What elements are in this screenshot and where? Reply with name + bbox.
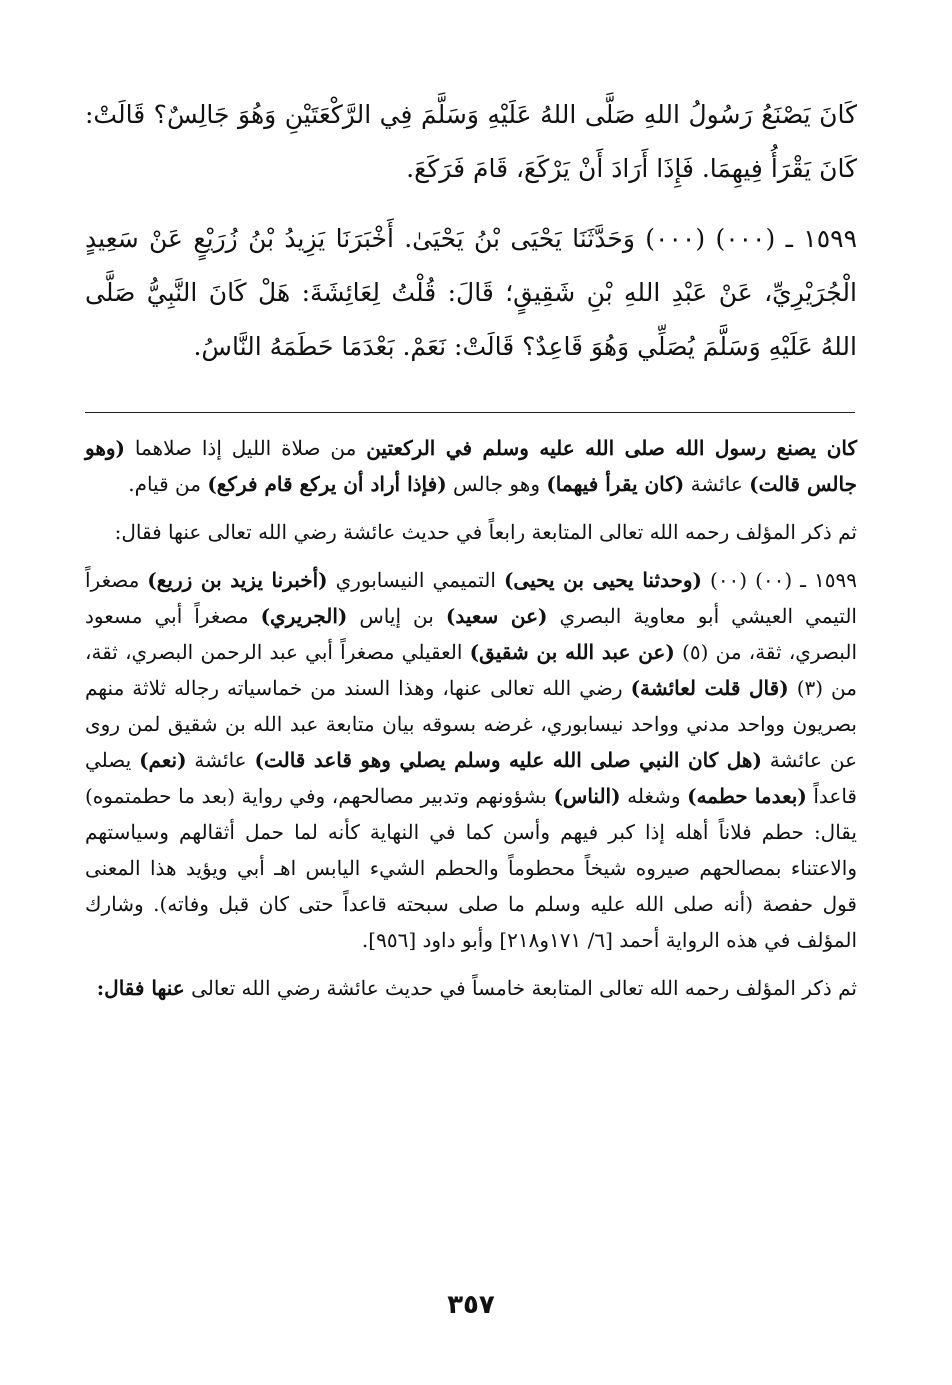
commentary-text: وشغله [620,784,688,808]
commentary-text: من صلاة الليل إذا صلاهما [125,436,367,460]
hadith-paragraph-1599: ١٥٩٩ ـ (٠٠٠) (٠٠٠) وَحَدَّثَنَا يَحْيَى بْنُ يَحْيَىٰ. أَخْبَرَنَا يَزِيدُ بْنُ زُرَيْعٍ عَنْ سَعِيدٍ الْجُرَيْرِيِّ، عَنْ عَبْدِ اللهِ بْنِ شَقِيقٍ؛ قَالَ: قُلْتُ لِعَائِشَةَ: هَلْ كَانَ النَّبِيُّ صَلَّى اللهُ عَلَيْهِ وَسَلَّمَ يُصَلِّي وَهُوَ قَاعِدٌ؟ قَالَتْ: نَعَمْ. بَعْدَمَا حَطَمَهُ النَّاسُ. [85,224,857,361]
commentary-paragraph-2: ثم ذكر المؤلف رحمه الله تعالى المتابعة رابعاً في حديث عائشة رضي الله تعالى عنها فقال: [114,520,857,544]
quoted-matn: (نعم) [139,748,187,772]
quoted-matn: (وهو جالس قالت) [85,436,857,496]
hadith-number: ١٥٩٩ ـ (٠٠) (٠٠) [702,568,857,592]
quoted-matn: (عن عبد الله بن شقيق) [469,640,675,664]
commentary-paragraph-3 [85,562,857,958]
commentary-text: مصغراً التيمي العيشي أبو معاوية البصري [85,568,857,628]
quoted-matn: (الجريري) [260,604,348,628]
commentary-text: ثم ذكر المؤلف رحمه الله تعالى المتابعة خامساً في حديث عائشة رضي الله تعالى [184,976,857,1000]
commentary-text: وهو جالس [446,472,547,496]
commentary-text: عائشة [186,748,255,772]
commentary-text: بن إياس [347,604,446,628]
quoted-matn: كان يصنع رسول الله صلى الله عليه وسلم في الركعتين [366,436,857,460]
commentary-paragraph-1 [85,430,857,502]
hadith-paragraph-end: كَانَ يَصْنَعُ رَسُولُ اللهِ صَلَّى اللهُ عَلَيْهِ وَسَلَّمَ فِي الرَّكْعَتَيْنِ وَهُوَ جَالِسٌ؟ قَالَتْ: كَانَ يَقْرَأُ فِيهِمَا. فَإِذَا أَرَادَ أَنْ يَرْكَعَ، قَامَ فَرَكَعَ. [85,100,857,183]
book-page [85,0,857,1385]
commentary-text-bold: عنها فقال: [96,976,185,1000]
quoted-matn: (أخبرنا يزيد بن زريع) [147,568,328,592]
hadith-text-block [85,88,857,374]
commentary-text: رضي الله تعالى عنها، وهذا السند من خماسياته رجاله ثلاثة منهم بصريون وواحد مدني وواحد نيسابوري، غرضه بسوقه بيان متابعة عبد الله بن شقيق لمن روى عن عائشة [85,676,858,772]
footnote-divider [85,412,855,413]
quoted-matn: (الناس) [553,784,621,808]
commentary-text: من قيام. [128,472,208,496]
commentary-text: يصلي قاعداً [85,748,857,808]
commentary-text: التميمي النيسابوري [327,568,504,592]
quoted-matn: (عن سعيد) [445,604,548,628]
quoted-matn: (كان يقرأ فيهما) [546,472,685,496]
quoted-matn: (بعدما حطمه) [687,784,807,808]
commentary-text: مصغراً أبي مسعود البصري، ثقة، من (٥) [85,604,857,664]
commentary-text: بشؤونهم وتدبير مصالحهم، وفي رواية (بعد ما حطمتموه) يقال: حطم فلاناً أهله إذا كبر فيهم وأسن كما في النهاية كأنه لما حمل أثقالهم وسياستهم والاعتناء بمصالحهم صيروه شيخاً محطوماً والحطم الشيء اليابس اهـ أبي ويؤيد هذا المعنى قول حفصة (أنه صلى الله عليه وسلم ما صلى سبحته قاعداً حتى كان قبل وفاته). وشارك المؤلف في هذه الرواية أحمد [٦/ ١٧١و٢١٨] وأبو داود [٩٥٦]. [85,784,857,952]
commentary-text: العقيلي مصغراً أبي عبد الرحمن البصري، ثقة، من (٣) [85,640,857,700]
commentary-text: عائشة [684,472,750,496]
commentary-block [85,430,857,1006]
quoted-matn: (وحدثنا يحيى بن يحيى) [503,568,703,592]
page-number: ٣٥٧ [447,1290,495,1320]
commentary-paragraph-4 [85,970,857,1006]
quoted-matn: (هل كان النبي صلى الله عليه وسلم يصلي وهو قاعد قالت) [254,748,762,772]
quoted-matn: (فإذا أراد أن يركع قام فركع) [207,472,447,496]
quoted-matn: (قال قلت لعائشة) [630,676,789,700]
